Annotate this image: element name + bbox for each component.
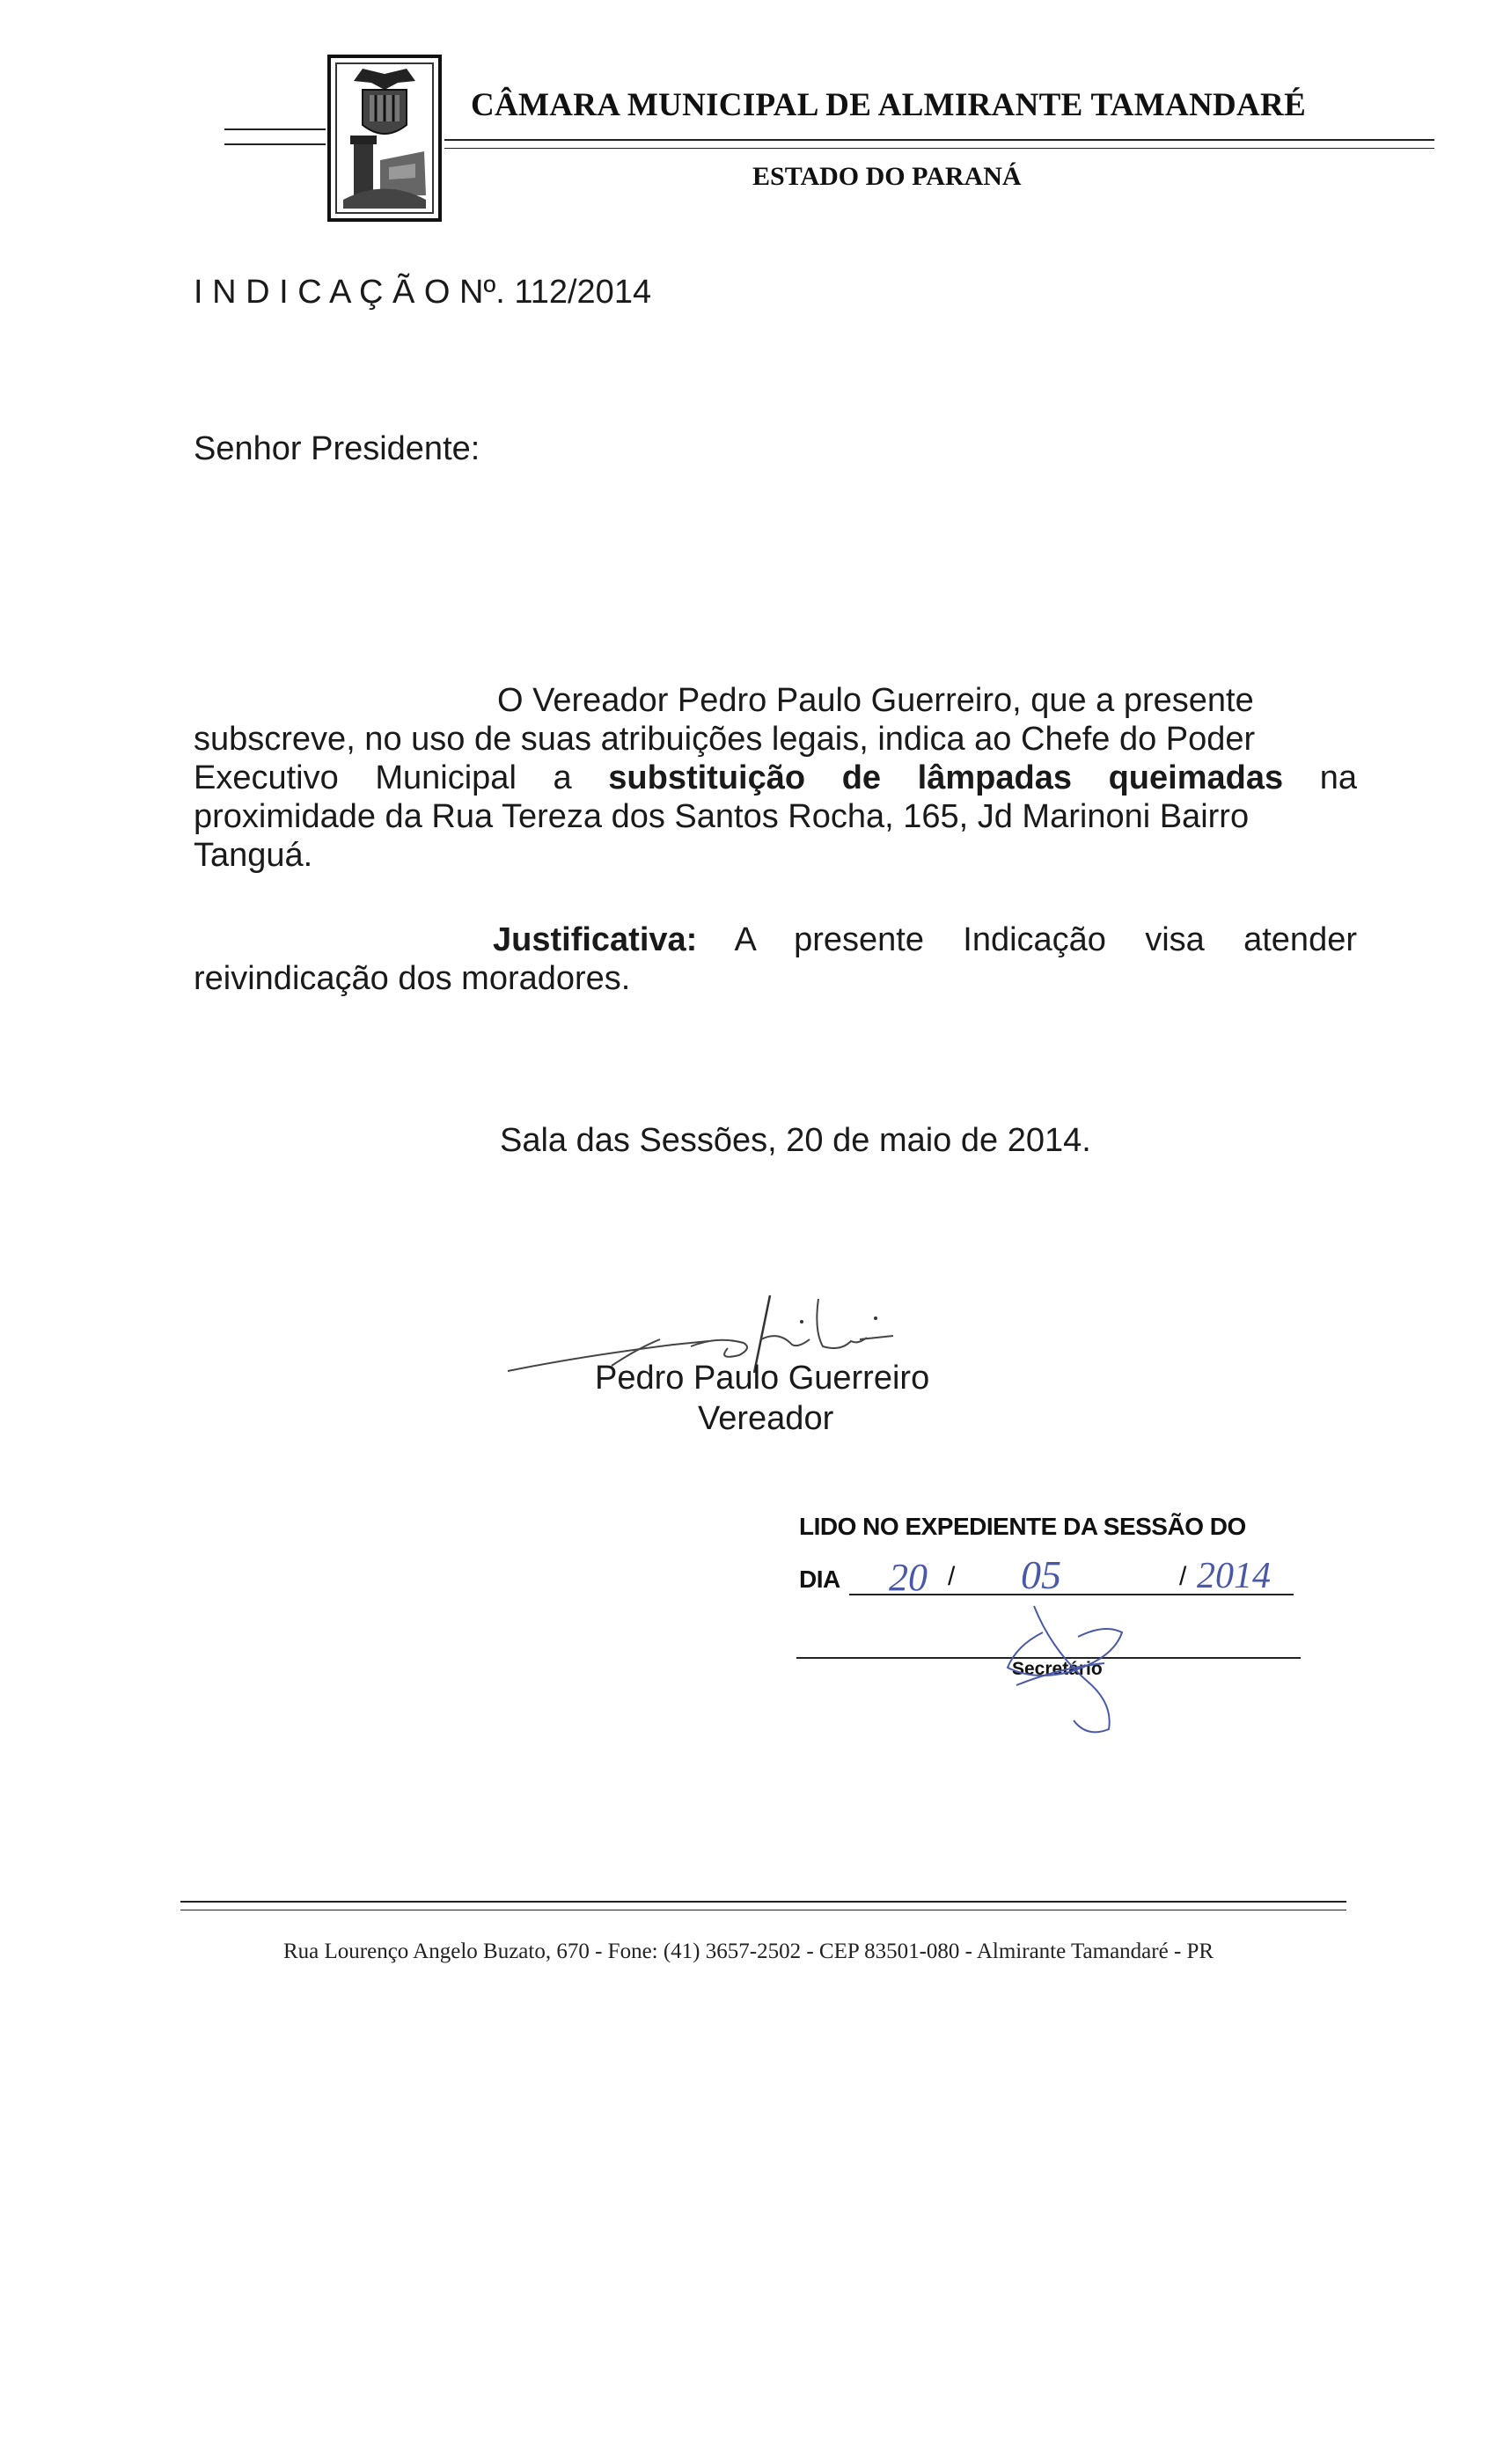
body-line-4: proximidade da Rua Tereza dos Santos Rocha, 165, Jd Marinoni Bairro: [194, 798, 1250, 835]
header-rule-2: [444, 148, 1434, 149]
header-title: CÂMARA MUNICIPAL DE ALMIRANTE TAMANDARÉ: [471, 87, 1307, 123]
document-number-label: I N D I C A Ç Ã O Nº.: [194, 274, 505, 311]
stamp-date-separator-2: /: [1179, 1562, 1187, 1591]
body-line-3: [194, 759, 1357, 797]
stamp-day-label: DIA: [799, 1566, 840, 1593]
document-number: [194, 273, 651, 312]
header-rule: [444, 139, 1434, 141]
body-line-3-end: na: [1319, 759, 1357, 796]
municipal-crest-icon: [327, 55, 442, 222]
header-rule-left: [224, 128, 326, 130]
stamp-day: 20: [889, 1556, 928, 1599]
stamp-month: 05: [1021, 1552, 1061, 1597]
stamp-year: 2014: [1197, 1556, 1271, 1596]
body-line-3-text: Executivo Municipal a: [194, 759, 572, 796]
stamp-date-separator: /: [948, 1562, 956, 1591]
header-rule-left-2: [224, 143, 326, 145]
stamp-heading: LIDO NO EXPEDIENTE DA SESSÃO DO: [799, 1513, 1246, 1540]
justification-line-1: [493, 920, 1357, 959]
stamp-secretary-label: Secretário: [1012, 1659, 1103, 1679]
footer-rule: [180, 1901, 1346, 1903]
secretary-signature: [981, 1597, 1157, 1738]
justification-label: Justificativa:: [493, 921, 698, 958]
body-line-1: O Vereador Pedro Paulo Guerreiro, que a presente: [497, 682, 1254, 719]
request-subject: substituição de lâmpadas queimadas: [608, 759, 1284, 796]
reading-stamp: [796, 1509, 1307, 1738]
body-line-5: Tanguá.: [194, 837, 313, 874]
justification-line-2: reivindicação dos moradores.: [194, 960, 631, 997]
signatory-role: Vereador: [698, 1400, 834, 1437]
salutation: Senhor Presidente:: [194, 430, 480, 467]
document-number-value: 112/2014: [514, 274, 652, 311]
place-date: Sala das Sessões, 20 de maio de 2014.: [500, 1122, 1091, 1159]
footer-address: Rua Lourenço Angelo Buzato, 670 - Fone: (41) 3657-2502 - CEP 83501-080 - Almirante Tamandaré - PR: [283, 1940, 1214, 1963]
justification-text: A presente Indicação visa atender: [734, 921, 1357, 958]
header-subtitle: ESTADO DO PARANÁ: [752, 162, 1022, 191]
signatory-name: Pedro Paulo Guerreiro: [595, 1360, 930, 1397]
body-line-2: subscreve, no uso de suas atribuições legais, indica ao Chefe do Poder: [194, 721, 1256, 758]
